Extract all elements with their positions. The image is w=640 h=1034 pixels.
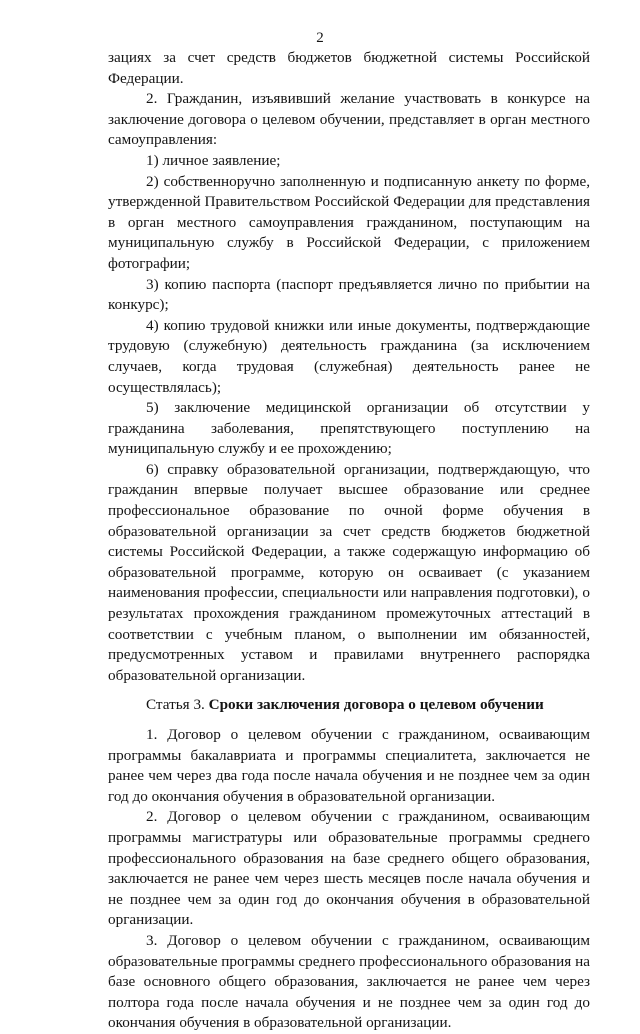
paragraph: 2) собственноручно заполненную и подписанную анкету по форме, утвержденной Правительством Российской Федерации для представления в орган местного самоуправления гражданином, поступающим на муниципальную службу в Российской Федерации, с приложением фотографии; bbox=[108, 172, 590, 272]
paragraph: 4) копию трудовой книжки или иные документы, подтверждающие трудовую (служебную) деятельность гражданина (за исключением случаев, когда трудовая (служебная) деятельность ранее не осуществлялась); bbox=[108, 316, 590, 396]
article-heading bbox=[108, 695, 590, 716]
paragraph: 6) справку образовательной организации, подтверждающую, что гражданин впервые получает высшее образование или среднее профессиональное образование по очной форме обучения в образовательной организации за счет средств бюджетов бюджетной системы Российской Федерации, а также содержащую информацию об образовательной программе, которую он осваивает (с указанием наименования профессии, специальности или направления подготовки), о результатах прохождения гражданином промежуточных аттестаций в соответствии с учебным планом, о выполнении им обязанностей, предусмотренных уставом и правилами внутреннего распорядка образовательной организации. bbox=[108, 460, 590, 684]
page-number: 2 bbox=[316, 30, 324, 46]
article-label: Статья 3. bbox=[146, 696, 205, 714]
paragraph: 3) копию паспорта (паспорт предъявляется лично по прибытии на конкурс); bbox=[108, 275, 590, 314]
paragraph: 1. Договор о целевом обучении с гражданином, осваивающим программы бакалавриата и программы специалитета, заключается не ранее чем через два года после начала обучения и не позднее чем за один год до окончания обучения в образовательной организации. bbox=[108, 726, 590, 805]
article-title: Сроки заключения договора о целевом обучении bbox=[208, 696, 544, 714]
paragraph: 2. Гражданин, изъявивший желание участвовать в конкурсе на заключение договора о целевом обучении, представляет в орган местного самоуправления: bbox=[108, 90, 590, 149]
paragraph: 2. Договор о целевом обучении с гражданином, осваивающим программы магистратуры или образовательные программы среднего профессионального образования на базе среднего общего образования, заключается не ранее чем через шесть месяцев после начала обучения и не позднее чем за один год до окончания обучения в образовательной организации. bbox=[108, 808, 590, 929]
paragraphs-after bbox=[108, 725, 590, 1034]
paragraph: 5) заключение медицинской организации об отсутствии у гражданина заболевания, препятствующего поступлению на муниципальную службу и ее прохождению; bbox=[108, 399, 590, 458]
document-body bbox=[108, 48, 590, 1034]
paragraph: 1) личное заявление; bbox=[146, 151, 281, 169]
paragraph: зациях за счет средств бюджетов бюджетной системы Российской Федерации. bbox=[108, 49, 590, 87]
paragraphs-before bbox=[108, 48, 590, 686]
paragraph: 3. Договор о целевом обучении с гражданином, осваивающим образовательные программы среднего профессионального образования на базе основного общего образования, заключается не ранее чем через полтора года после начала обучения и не позднее чем за один год до окончания обучения в образовательной организации. bbox=[108, 931, 590, 1032]
